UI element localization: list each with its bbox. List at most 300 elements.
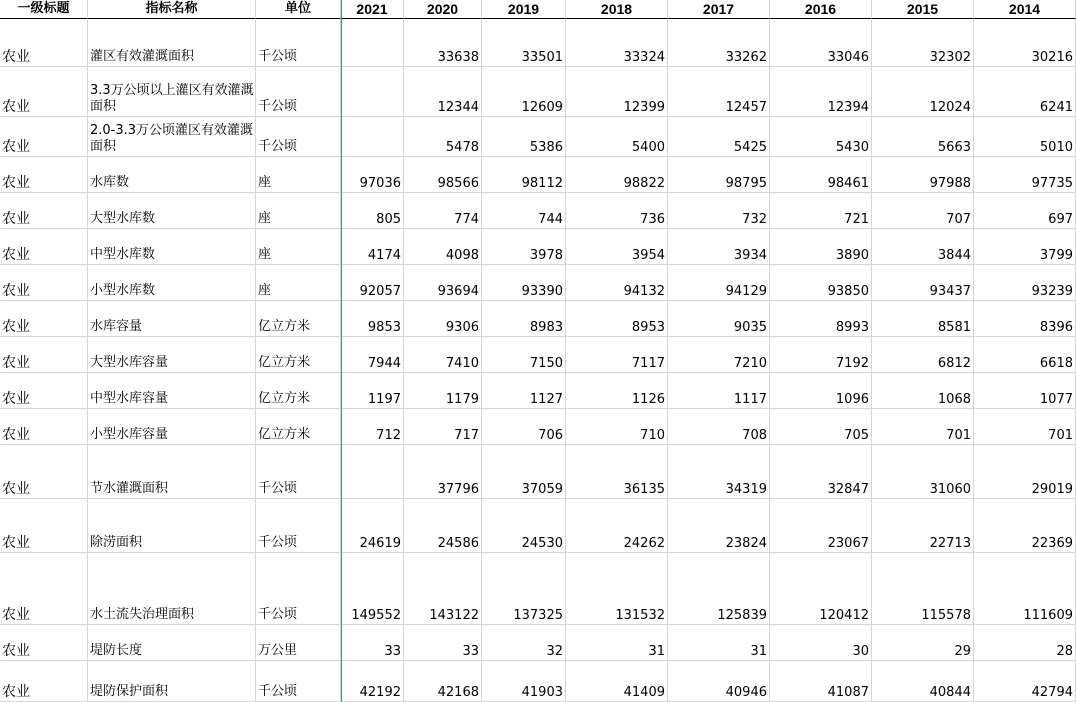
cell-category-text: 农业 [2, 684, 30, 700]
cell-value-text: 37059 [521, 482, 563, 497]
column-header-2[interactable]: 单位 [256, 0, 341, 19]
cell-value[interactable] [872, 337, 974, 373]
cell-value[interactable] [770, 117, 872, 157]
cell-value[interactable] [872, 229, 974, 265]
cell-indicator-name-text: 水库数 [90, 175, 130, 190]
cell-value[interactable] [404, 193, 482, 229]
cell-value[interactable] [872, 157, 974, 193]
cell-unit-text: 千公顷 [258, 607, 298, 622]
cell-value[interactable] [974, 661, 1076, 702]
cell-unit-text: 亿立方米 [258, 319, 311, 334]
cell-value[interactable] [770, 301, 872, 337]
cell-indicator-name[interactable] [88, 117, 256, 157]
cell-value-text: 3978 [529, 248, 563, 263]
cell-value[interactable] [341, 625, 404, 661]
cell-value-text: 7192 [835, 356, 869, 371]
cell-unit[interactable] [256, 157, 341, 193]
cell-unit-text: 千公顷 [258, 684, 298, 699]
cell-value-text: 23824 [725, 536, 767, 551]
cell-value[interactable] [404, 625, 482, 661]
cell-value[interactable] [404, 229, 482, 265]
cell-category[interactable] [0, 117, 88, 157]
cell-value[interactable] [872, 499, 974, 553]
cell-value[interactable] [872, 193, 974, 229]
cell-value-text: 29 [954, 644, 971, 659]
cell-value-text: 7210 [733, 356, 767, 371]
cell-value[interactable] [668, 193, 770, 229]
cell-value[interactable] [974, 301, 1076, 337]
cell-value[interactable] [668, 409, 770, 445]
cell-value-text: 32847 [827, 482, 869, 497]
cell-indicator-name-text: 节水灌溉面积 [90, 481, 169, 496]
cell-unit[interactable] [256, 409, 341, 445]
cell-value[interactable] [974, 19, 1076, 67]
cell-value-text: 97735 [1031, 176, 1073, 191]
column-header-1[interactable]: 指标名称 [88, 0, 256, 19]
cell-value-text: 712 [376, 428, 401, 443]
cell-value-text: 5010 [1039, 140, 1073, 155]
cell-value-text: 12024 [929, 100, 971, 115]
cell-value-text: 36135 [623, 482, 665, 497]
cell-value[interactable] [974, 409, 1076, 445]
cell-indicator-name-text: 灌区有效灌溉面积 [90, 49, 195, 64]
cell-value-text: 5400 [631, 140, 665, 155]
cell-value[interactable] [404, 19, 482, 67]
cell-value-text: 744 [538, 212, 563, 227]
cell-value-text: 93850 [827, 284, 869, 299]
cell-unit[interactable] [256, 301, 341, 337]
cell-value-text: 1077 [1039, 392, 1073, 407]
cell-value-text: 32302 [929, 50, 971, 65]
cell-unit-text: 千公顷 [258, 535, 298, 550]
cell-category[interactable] [0, 301, 88, 337]
cell-value-text: 40946 [725, 685, 767, 700]
cell-unit-text: 亿立方米 [258, 355, 311, 370]
cell-value[interactable] [341, 19, 404, 67]
cell-value[interactable] [566, 625, 668, 661]
cell-value[interactable] [872, 409, 974, 445]
cell-indicator-name-text: 堤防长度 [90, 643, 143, 658]
cell-value[interactable] [482, 445, 566, 499]
cell-unit[interactable] [256, 625, 341, 661]
cell-value[interactable] [770, 229, 872, 265]
cell-value[interactable] [872, 67, 974, 117]
cell-value-text: 28 [1056, 644, 1073, 659]
cell-value[interactable] [770, 265, 872, 301]
cell-value[interactable] [341, 193, 404, 229]
cell-value-text: 8581 [937, 320, 971, 335]
cell-category-text: 农业 [2, 481, 30, 497]
cell-unit[interactable] [256, 117, 341, 157]
cell-value[interactable] [566, 265, 668, 301]
cell-category[interactable] [0, 67, 88, 117]
cell-category-text: 农业 [2, 643, 30, 659]
cell-indicator-name[interactable] [88, 625, 256, 661]
cell-value[interactable] [974, 229, 1076, 265]
cell-value[interactable] [404, 661, 482, 702]
cell-value-text: 721 [844, 212, 869, 227]
cell-value-text: 8993 [835, 320, 869, 335]
cell-indicator-name[interactable] [88, 265, 256, 301]
cell-indicator-name[interactable] [88, 445, 256, 499]
cell-value[interactable] [404, 157, 482, 193]
cell-value[interactable] [404, 445, 482, 499]
cell-category[interactable] [0, 499, 88, 553]
cell-value[interactable] [668, 117, 770, 157]
cell-value[interactable] [566, 301, 668, 337]
cell-value-text: 42794 [1031, 685, 1073, 700]
cell-value[interactable] [770, 337, 872, 373]
cell-indicator-name-text: 水库容量 [90, 319, 143, 334]
cell-value-text: 97036 [359, 176, 401, 191]
column-header-8[interactable]: 2016 [770, 0, 872, 19]
cell-category-text: 农业 [2, 49, 30, 65]
cell-value[interactable] [974, 499, 1076, 553]
cell-category[interactable] [0, 265, 88, 301]
cell-value[interactable] [341, 157, 404, 193]
cell-value-text: 705 [844, 428, 869, 443]
cell-value-text: 4174 [367, 248, 401, 263]
cell-category[interactable] [0, 409, 88, 445]
cell-value[interactable] [770, 625, 872, 661]
cell-value-text: 31 [648, 644, 665, 659]
cell-value-text: 93694 [437, 284, 479, 299]
cell-value[interactable] [341, 661, 404, 702]
cell-value[interactable] [566, 193, 668, 229]
cell-value[interactable] [482, 193, 566, 229]
cell-unit-text: 亿立方米 [258, 427, 311, 442]
cell-category[interactable] [0, 337, 88, 373]
cell-unit-text: 座 [258, 211, 272, 226]
cell-value[interactable] [668, 499, 770, 553]
cell-value-text: 24530 [521, 536, 563, 551]
cell-value[interactable] [566, 19, 668, 67]
cell-value-text: 131532 [615, 608, 665, 623]
cell-value-text: 42192 [359, 685, 401, 700]
cell-indicator-name-text: 大型水库容量 [90, 355, 169, 370]
cell-category[interactable] [0, 661, 88, 702]
cell-value[interactable] [482, 625, 566, 661]
cell-indicator-name[interactable] [88, 301, 256, 337]
cell-value[interactable] [770, 67, 872, 117]
cell-value[interactable] [482, 157, 566, 193]
cell-value[interactable] [974, 265, 1076, 301]
cell-value[interactable] [566, 409, 668, 445]
cell-value[interactable] [770, 445, 872, 499]
cell-value[interactable] [872, 265, 974, 301]
cell-value-text: 37796 [437, 482, 479, 497]
cell-value[interactable] [404, 409, 482, 445]
cell-unit[interactable] [256, 229, 341, 265]
cell-value[interactable] [668, 661, 770, 702]
cell-value[interactable] [566, 661, 668, 702]
cell-value[interactable] [872, 553, 974, 625]
cell-value[interactable] [482, 409, 566, 445]
cell-value[interactable] [872, 373, 974, 409]
cell-category-text: 农业 [2, 535, 30, 551]
cell-unit[interactable] [256, 265, 341, 301]
column-header-0[interactable]: 一级标题 [0, 0, 88, 19]
cell-value[interactable] [770, 409, 872, 445]
cell-value[interactable] [566, 373, 668, 409]
cell-value[interactable] [668, 445, 770, 499]
cell-value-text: 24619 [359, 536, 401, 551]
cell-value[interactable] [974, 117, 1076, 157]
cell-value[interactable] [566, 499, 668, 553]
cell-unit-text: 千公顷 [258, 139, 298, 154]
cell-value[interactable] [974, 193, 1076, 229]
cell-value-text: 12457 [725, 100, 767, 115]
cell-value[interactable] [482, 373, 566, 409]
cell-value[interactable] [566, 553, 668, 625]
column-header-9[interactable]: 2015 [872, 0, 974, 19]
cell-indicator-name[interactable] [88, 193, 256, 229]
cell-value-text: 115578 [921, 608, 971, 623]
column-header-5[interactable]: 2019 [482, 0, 566, 19]
cell-value-text: 7410 [445, 356, 479, 371]
cell-value[interactable] [872, 301, 974, 337]
cell-value-text: 24586 [437, 536, 479, 551]
cell-indicator-name[interactable] [88, 337, 256, 373]
cell-value[interactable] [668, 265, 770, 301]
column-header-10[interactable]: 2014 [974, 0, 1076, 19]
cell-indicator-name-text: 小型水库数 [90, 283, 156, 298]
cell-value-text: 33638 [437, 50, 479, 65]
cell-indicator-name[interactable] [88, 553, 256, 625]
cell-value[interactable] [482, 301, 566, 337]
cell-value[interactable] [974, 625, 1076, 661]
cell-unit-text: 千公顷 [258, 99, 298, 114]
cell-indicator-name[interactable] [88, 157, 256, 193]
cell-value[interactable] [668, 67, 770, 117]
cell-indicator-name-text: 大型水库数 [90, 211, 156, 226]
cell-value-text: 5425 [733, 140, 767, 155]
cell-value[interactable] [566, 445, 668, 499]
cell-value[interactable] [341, 265, 404, 301]
cell-category[interactable] [0, 193, 88, 229]
cell-category-text: 农业 [2, 355, 30, 371]
cell-value[interactable] [770, 157, 872, 193]
cell-unit-text: 千公顷 [258, 481, 298, 496]
cell-value-text: 3954 [631, 248, 665, 263]
column-header-6[interactable]: 2018 [566, 0, 668, 19]
cell-value[interactable] [404, 499, 482, 553]
cell-indicator-name-text: 中型水库容量 [90, 391, 169, 406]
cell-value[interactable] [341, 553, 404, 625]
cell-value[interactable] [770, 553, 872, 625]
cell-value-text: 93437 [929, 284, 971, 299]
cell-category-text: 农业 [2, 99, 30, 115]
cell-value[interactable] [974, 67, 1076, 117]
cell-value[interactable] [341, 409, 404, 445]
cell-indicator-name-text: 水土流失治理面积 [90, 607, 195, 622]
cell-value-text: 5478 [445, 140, 479, 155]
cell-value[interactable] [404, 265, 482, 301]
cell-value-text: 33 [384, 644, 401, 659]
cell-unit[interactable] [256, 373, 341, 409]
cell-indicator-name[interactable] [88, 373, 256, 409]
cell-value[interactable] [770, 373, 872, 409]
cell-value-text: 1126 [631, 392, 665, 407]
cell-indicator-name[interactable] [88, 229, 256, 265]
cell-value[interactable] [482, 265, 566, 301]
cell-value[interactable] [341, 445, 404, 499]
cell-indicator-name[interactable] [88, 19, 256, 67]
cell-unit[interactable] [256, 67, 341, 117]
cell-value[interactable] [404, 337, 482, 373]
cell-value[interactable] [974, 553, 1076, 625]
cell-value-text: 8396 [1039, 320, 1073, 335]
cell-value[interactable] [668, 157, 770, 193]
cell-value[interactable] [668, 553, 770, 625]
cell-unit[interactable] [256, 193, 341, 229]
cell-value[interactable] [668, 229, 770, 265]
cell-value[interactable] [341, 337, 404, 373]
cell-value-text: 32 [546, 644, 563, 659]
cell-value[interactable] [872, 445, 974, 499]
cell-value-text: 3799 [1039, 248, 1073, 263]
cell-value-text: 98822 [623, 176, 665, 191]
cell-category[interactable] [0, 229, 88, 265]
cell-value[interactable] [404, 67, 482, 117]
cell-category[interactable] [0, 553, 88, 625]
freeze-pane-divider [341, 0, 342, 702]
cell-value[interactable] [566, 229, 668, 265]
cell-value-text: 94132 [623, 284, 665, 299]
cell-indicator-name-text: 除涝面积 [90, 535, 143, 550]
cell-value[interactable] [974, 445, 1076, 499]
cell-unit-text: 座 [258, 247, 272, 262]
cell-value[interactable] [341, 117, 404, 157]
cell-value[interactable] [974, 157, 1076, 193]
cell-indicator-name[interactable] [88, 67, 256, 117]
cell-unit[interactable] [256, 445, 341, 499]
cell-indicator-name-text: 小型水库容量 [90, 427, 169, 442]
cell-value[interactable] [872, 19, 974, 67]
cell-value[interactable] [668, 625, 770, 661]
cell-value[interactable] [482, 499, 566, 553]
cell-value-text: 23067 [827, 536, 869, 551]
cell-category[interactable] [0, 19, 88, 67]
cell-value[interactable] [482, 337, 566, 373]
cell-value[interactable] [566, 117, 668, 157]
cell-value-text: 98112 [521, 176, 563, 191]
cell-unit[interactable] [256, 553, 341, 625]
cell-value[interactable] [872, 117, 974, 157]
cell-category[interactable] [0, 445, 88, 499]
cell-unit[interactable] [256, 337, 341, 373]
cell-value-text: 33 [462, 644, 479, 659]
cell-value[interactable] [404, 553, 482, 625]
cell-value[interactable] [770, 661, 872, 702]
cell-value[interactable] [566, 67, 668, 117]
cell-unit-text: 座 [258, 283, 272, 298]
cell-value[interactable] [341, 301, 404, 337]
cell-category-text: 农业 [2, 283, 30, 299]
cell-unit[interactable] [256, 661, 341, 702]
cell-value-text: 93390 [521, 284, 563, 299]
cell-category[interactable] [0, 373, 88, 409]
cell-value[interactable] [341, 229, 404, 265]
cell-value-text: 41087 [827, 685, 869, 700]
cell-value[interactable] [482, 229, 566, 265]
cell-value[interactable] [341, 499, 404, 553]
cell-value-text: 12609 [521, 100, 563, 115]
cell-indicator-name-text: 2.0-3.3万公顷灌区有效灌溉面积 [90, 123, 254, 154]
cell-unit-text: 座 [258, 175, 272, 190]
cell-value-text: 12394 [827, 100, 869, 115]
cell-unit[interactable] [256, 19, 341, 67]
column-header-7[interactable]: 2017 [668, 0, 770, 19]
cell-unit[interactable] [256, 499, 341, 553]
cell-value-text: 697 [1048, 212, 1073, 227]
cell-value-text: 8953 [631, 320, 665, 335]
cell-indicator-name[interactable] [88, 661, 256, 702]
cell-value[interactable] [974, 337, 1076, 373]
cell-value[interactable] [341, 67, 404, 117]
cell-value[interactable] [482, 661, 566, 702]
cell-value[interactable] [566, 337, 668, 373]
cell-value[interactable] [482, 67, 566, 117]
cell-value-text: 98795 [725, 176, 767, 191]
cell-value[interactable] [404, 117, 482, 157]
cell-value[interactable] [974, 373, 1076, 409]
cell-value[interactable] [668, 337, 770, 373]
cell-value[interactable] [770, 499, 872, 553]
cell-value[interactable] [872, 625, 974, 661]
cell-value-text: 736 [640, 212, 665, 227]
cell-value-text: 9306 [445, 320, 479, 335]
cell-value-text: 22713 [929, 536, 971, 551]
cell-category[interactable] [0, 157, 88, 193]
cell-value[interactable] [404, 373, 482, 409]
cell-value-text: 33501 [521, 50, 563, 65]
cell-value-text: 1127 [529, 392, 563, 407]
cell-value[interactable] [482, 117, 566, 157]
cell-value-text: 708 [742, 428, 767, 443]
cell-value-text: 5430 [835, 140, 869, 155]
cell-value-text: 1068 [937, 392, 971, 407]
cell-value[interactable] [872, 661, 974, 702]
cell-value[interactable] [770, 19, 872, 67]
cell-value[interactable] [341, 373, 404, 409]
cell-value[interactable] [404, 301, 482, 337]
cell-category[interactable] [0, 625, 88, 661]
column-header-3[interactable]: 2021 [341, 0, 404, 19]
cell-value-text: 40844 [929, 685, 971, 700]
cell-indicator-name[interactable] [88, 499, 256, 553]
cell-value-text: 7150 [529, 356, 563, 371]
cell-indicator-name-text: 中型水库数 [90, 247, 156, 262]
cell-value[interactable] [566, 157, 668, 193]
cell-value[interactable] [668, 301, 770, 337]
cell-value-text: 710 [640, 428, 665, 443]
cell-value[interactable] [668, 19, 770, 67]
cell-value-text: 97988 [929, 176, 971, 191]
cell-value-text: 707 [946, 212, 971, 227]
cell-value-text: 1197 [367, 392, 401, 407]
cell-value[interactable] [668, 373, 770, 409]
cell-value-text: 12344 [437, 100, 479, 115]
cell-value[interactable] [482, 19, 566, 67]
cell-value-text: 7944 [367, 356, 401, 371]
cell-value[interactable] [482, 553, 566, 625]
column-header-4[interactable]: 2020 [404, 0, 482, 19]
cell-value[interactable] [770, 193, 872, 229]
cell-category-text: 农业 [2, 211, 30, 227]
cell-value-text: 22369 [1031, 536, 1073, 551]
cell-indicator-name[interactable] [88, 409, 256, 445]
